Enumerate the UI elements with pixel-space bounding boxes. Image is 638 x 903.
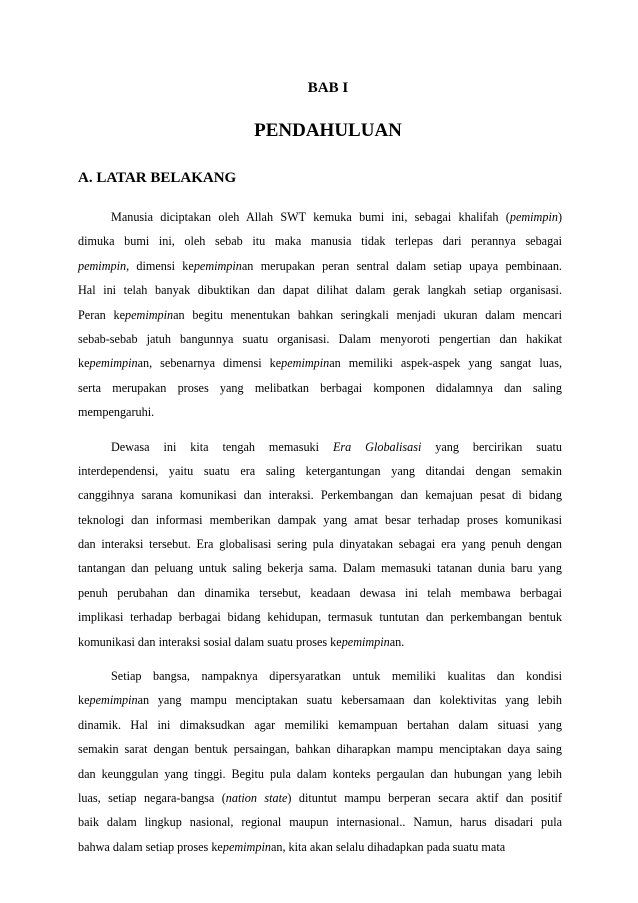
- paragraph-line: interdependensi, yaitu suatu era saling ketergantungan yang ditandai dengan semakin: [78, 463, 562, 478]
- paragraph-line: implikasi terhadap berbagai bidang kehidupan, termasuk tuntutan dan perkembangan bentuk: [78, 610, 562, 625]
- italic-term: pemimpin: [281, 356, 330, 371]
- paragraph-line: teknologi dan informasi memberikan dampak yang amat besar terhadap proses komunikasi: [78, 512, 562, 527]
- italic-term: pemimpin: [341, 634, 390, 649]
- paragraph-line: mempengaruhi.: [78, 405, 155, 420]
- paragraph-line: Peran kepemimpinan begitu menentukan bahkan seringkali menjadi ukuran dalam mencari: [78, 307, 562, 322]
- paragraph-line: dimuka bumi ini, oleh sebab itu maka manusia tidak terlepas dari perannya sebagai: [78, 234, 562, 249]
- italic-term: pemimpin: [222, 839, 271, 854]
- paragraph-line: dan keunggulan yang tinggi. Begitu pula dalam konteks pergaulan dan hubungan yang lebih: [78, 766, 562, 781]
- paragraph-line: bahwa dalam setiap proses kepemimpinan, kita akan selalu dihadapkan pada suatu mata: [78, 839, 506, 854]
- paragraph: [78, 435, 562, 655]
- paragraph-line: kepemimpinan yang mampu menciptakan suatu kebersamaan dan kolektivitas yang lebih: [78, 693, 562, 708]
- italic-term: pemimpin: [89, 356, 138, 371]
- paragraph: [78, 664, 562, 859]
- paragraph-line: Dewasa ini kita tengah memasuki Era Globalisasi yang bercirikan suatu: [111, 439, 562, 454]
- paragraph-line: Manusia diciptakan oleh Allah SWT kemuka bumi ini, sebagai khalifah (pemimpin): [111, 210, 562, 224]
- chapter-heading: BAB I: [307, 80, 349, 96]
- italic-term: pemimpin: [193, 258, 242, 273]
- chapter-title: PENDAHULUAN: [254, 120, 402, 141]
- paragraph-line: sebab-sebab jatuh bangunnya suatu organisasi. Dalam menyoroti pengertian dan hakikat: [78, 331, 562, 346]
- paragraph-line: pemimpin, dimensi kepemimpinan merupakan peran sentral dalam setiap upaya pembinaan.: [78, 258, 562, 273]
- paragraph-line: luas, setiap negara-bangsa (nation state) dituntut mampu berperan secara aktif dan positif: [78, 790, 562, 805]
- paragraph-line: dinamik. Hal ini dimaksudkan agar memiliki kemampuan bertahan dalam situasi yang: [78, 717, 562, 732]
- italic-term: nation state: [225, 790, 288, 805]
- paragraph-line: komunikasi dan interaksi sosial dalam suatu proses kepemimpinan.: [78, 634, 405, 649]
- italic-term: pemimpin: [125, 307, 174, 322]
- paragraph-line: kepemimpinan, sebenarnya dimensi kepemimpinan memiliki aspek-aspek yang sangat luas,: [78, 356, 562, 371]
- section-heading: A. LATAR BELAKANG: [78, 170, 237, 186]
- italic-term: pemimpin: [509, 210, 558, 224]
- italic-term: pemimpin: [89, 693, 138, 708]
- paragraph-line: semakin sarat dengan bentuk persaingan, bahkan diharapkan mampu menciptakan daya saing: [78, 742, 562, 757]
- paragraph-line: dan interaksi tersebut. Era globalisasi sering pula dinyatakan sebagai era yang penuh dengan: [78, 537, 562, 552]
- paragraph-line: Hal ini telah banyak dibuktikan dan dapat dilihat dalam gerak langkah setiap organisasi.: [78, 283, 562, 298]
- paragraph-line: Setiap bangsa, nampaknya dipersyaratkan untuk memiliki kualitas dan kondisi: [111, 669, 562, 684]
- paragraph-line: serta merupakan proses yang melibatkan berbagai komponen didalamnya dan saling: [78, 380, 562, 395]
- paragraph-line: baik dalam lingkup nasional, regional maupun internasional.. Namun, harus disadari pula: [78, 815, 562, 830]
- paragraph: [78, 205, 562, 425]
- paragraph-line: canggihnya sarana komunikasi dan interaksi. Perkembangan dan kemajuan pesat di bidang: [78, 488, 562, 503]
- italic-term: Era Globalisasi: [332, 439, 422, 454]
- paragraph-line: penuh perubahan dan dinamika tersebut, keadaan dewasa ini telah membawa berbagai: [78, 585, 562, 600]
- paragraph-line: tantangan dan peluang untuk saling bekerja sama. Dalam memasuki tatanan dunia baru yang: [78, 561, 562, 576]
- body-text: [78, 205, 562, 869]
- italic-term: pemimpin: [78, 258, 127, 273]
